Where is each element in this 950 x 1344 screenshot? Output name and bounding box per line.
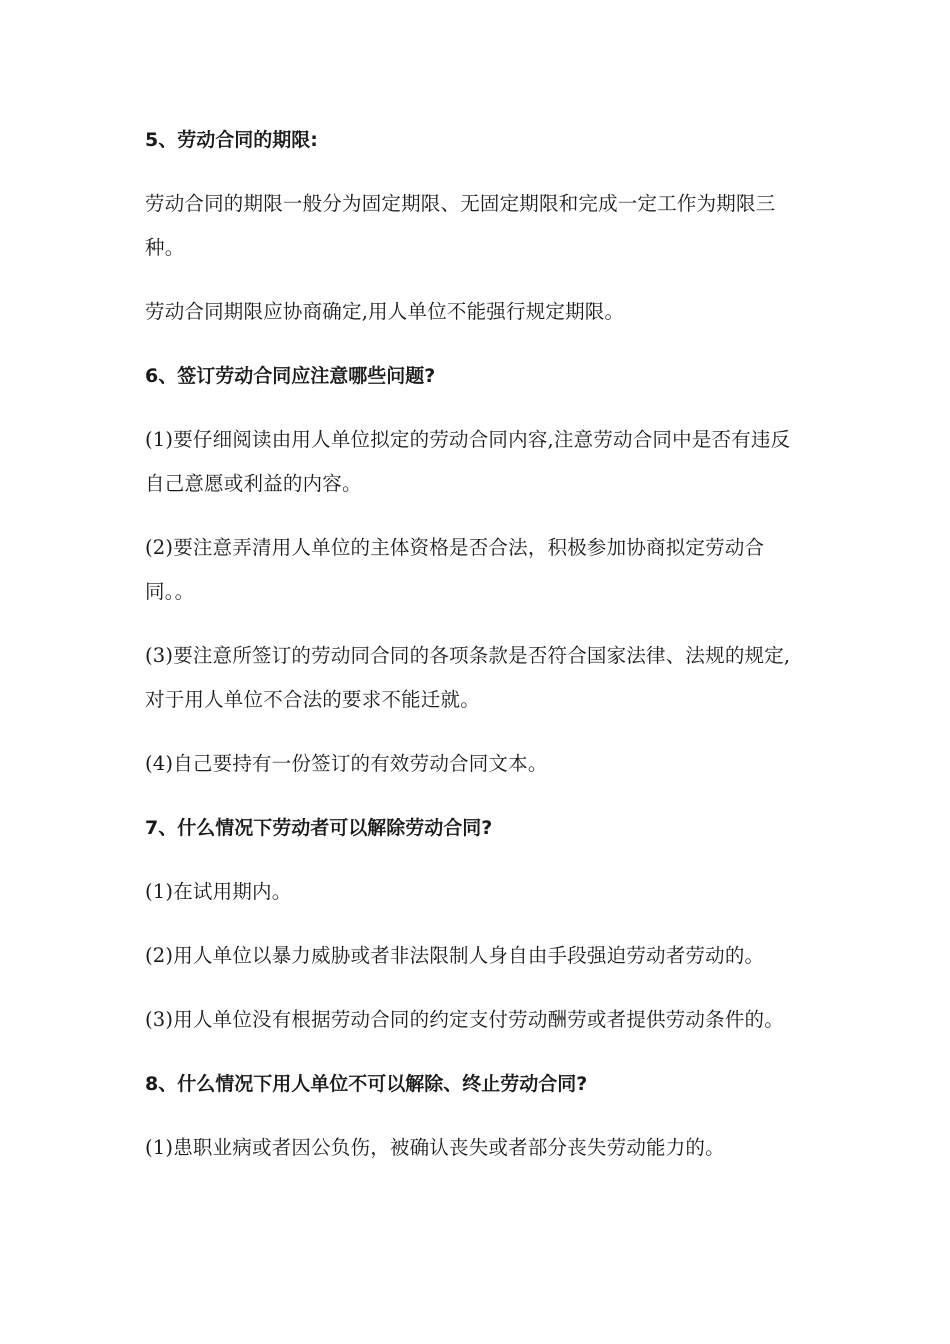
paragraph: (2)要注意弄清用人单位的主体资格是否合法，积极参加协商拟定劳动合同。。 bbox=[145, 536, 765, 603]
section-heading-5: 5、劳动合同的期限: bbox=[145, 129, 318, 151]
paragraph: (1)在试用期内。 bbox=[145, 880, 292, 903]
document-body bbox=[145, 118, 810, 1190]
paragraph: (1)要仔细阅读由用人单位拟定的劳动合同内容,注意劳动合同中是否有违反自己意愿或利益的内容。 bbox=[145, 428, 791, 495]
paragraph: 劳动合同的期限一般分为固定期限、无固定期限和完成一定工作为期限三种。 bbox=[145, 192, 776, 259]
paragraph: (4)自己要持有一份签订的有效劳动合同文本。 bbox=[145, 752, 548, 775]
paragraph: (2)用人单位以暴力威胁或者非法限制人身自由手段强迫劳动者劳动的。 bbox=[145, 944, 765, 967]
section-heading-6: 6、签订劳动合同应注意哪些问题? bbox=[145, 365, 436, 387]
paragraph: (1)患职业病或者因公负伤，被确认丧失或者部分丧失劳动能力的。 bbox=[145, 1136, 725, 1159]
paragraph: 劳动合同期限应协商确定,用人单位不能强行规定期限。 bbox=[145, 300, 625, 323]
paragraph: (3)用人单位没有根据劳动合同的约定支付劳动酬劳或者提供劳动条件的。 bbox=[145, 1008, 784, 1031]
section-heading-8: 8、什么情况下用人单位不可以解除、终止劳动合同? bbox=[145, 1073, 588, 1095]
paragraph: (3)要注意所签订的劳动同合同的各项条款是否符合国家法律、法规的规定,对于用人单位不合法的要求不能迁就。 bbox=[145, 644, 791, 711]
section-heading-7: 7、什么情况下劳动者可以解除劳动合同? bbox=[145, 817, 493, 839]
